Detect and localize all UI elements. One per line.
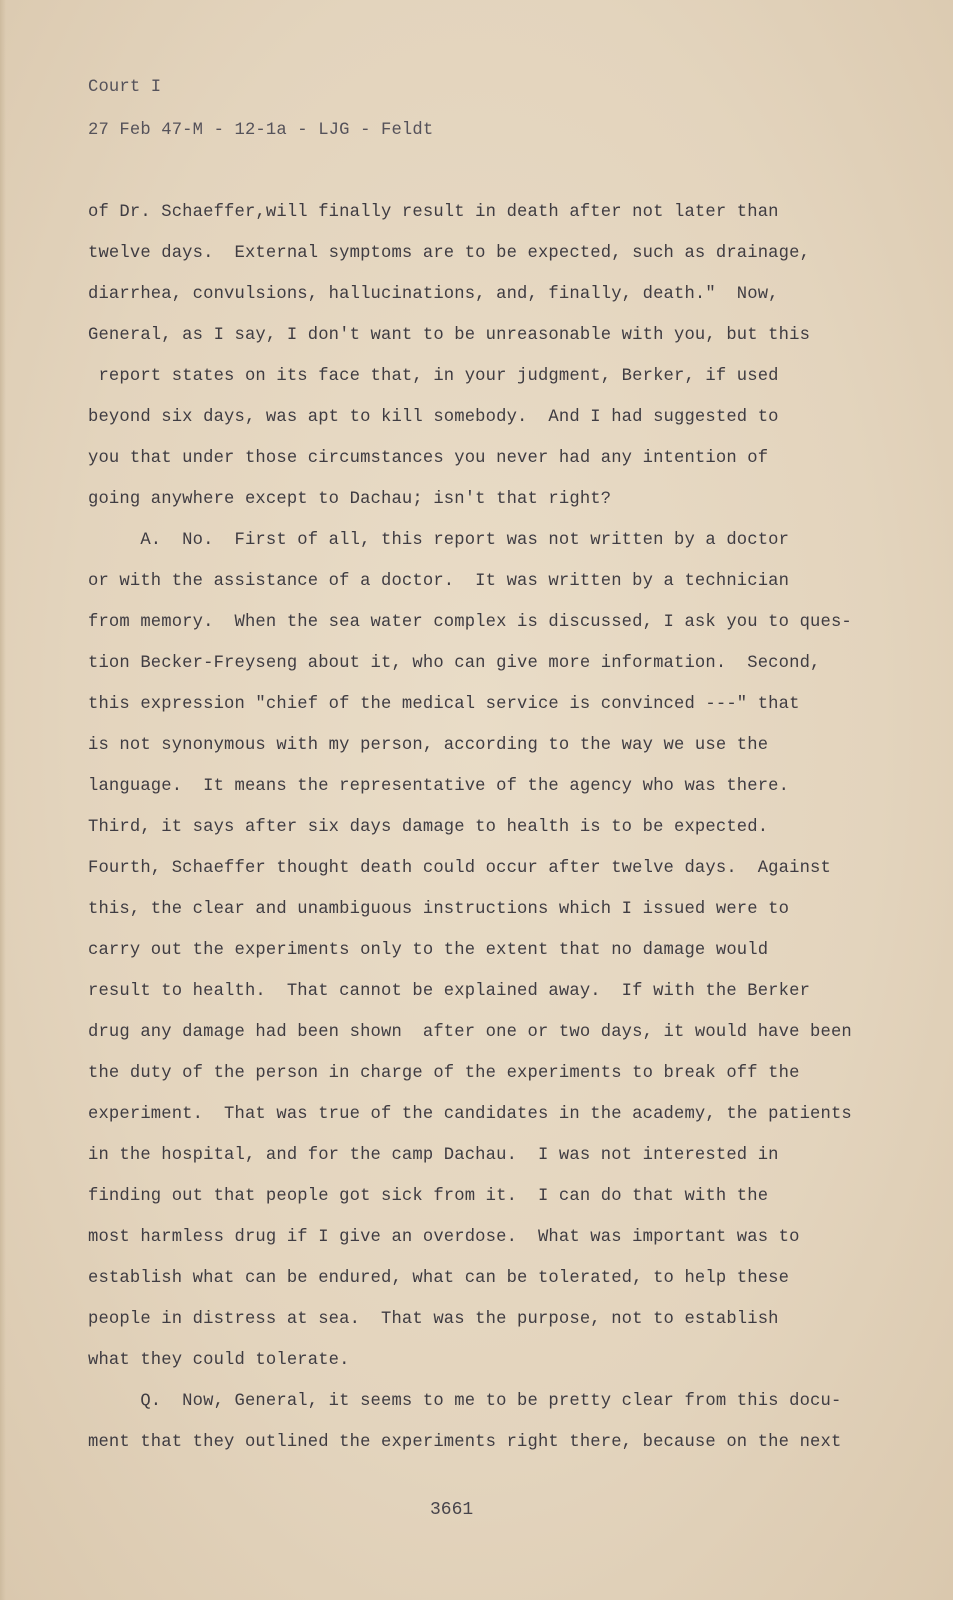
body-line: of Dr. Schaeffer,will finally result in death after not later than [88,203,779,222]
body-line: or with the assistance of a doctor. It was written by a technician [88,572,790,591]
body-line: tion Becker-Freyseng about it, who can give more information. Second, [88,654,821,673]
body-line: this expression "chief of the medical service is convinced ---" that [88,695,800,714]
body-line: drug any damage had been shown after one or two days, it would have been [88,1023,852,1042]
body-line: is not synonymous with my person, according to the way we use the [88,736,769,755]
body-line: what they could tolerate. [88,1351,350,1370]
body-line: language. It means the representative of the agency who was there. [88,777,790,796]
body-line: from memory. When the sea water complex is discussed, I ask you to ques- [88,613,852,632]
body-line: diarrhea, convulsions, hallucinations, and, finally, death." Now, [88,285,779,304]
body-line: General, as I say, I don't want to be unreasonable with you, but this [88,326,811,345]
body-line: you that under those circumstances you never had any intention of [88,449,769,468]
body-line: people in distress at sea. That was the purpose, not to establish [88,1310,779,1329]
court-label: Court I [88,78,162,97]
body-line: Q. Now, General, it seems to me to be pretty clear from this docu- [88,1392,842,1411]
body-line: Third, it says after six days damage to health is to be expected. [88,818,769,837]
body-line: going anywhere except to Dachau; isn't that right? [88,490,612,509]
body-line: most harmless drug if I give an overdose. What was important was to [88,1228,800,1247]
body-line: ment that they outlined the experiments right there, because on the next [88,1433,842,1452]
body-line: the duty of the person in charge of the experiments to break off the [88,1064,800,1083]
body-line: A. No. First of all, this report was not written by a doctor [88,531,790,550]
body-line: establish what can be endured, what can be tolerated, to help these [88,1269,790,1288]
transcript-reference: 27 Feb 47-M - 12-1a - LJG - Feldt [88,121,434,140]
body-line: result to health. That cannot be explained away. If with the Berker [88,982,811,1001]
body-line: carry out the experiments only to the extent that no damage would [88,941,769,960]
page-number: 3661 [430,1500,474,1520]
body-line: this, the clear and unambiguous instructions which I issued were to [88,900,790,919]
body-line: in the hospital, and for the camp Dachau. I was not interested in [88,1146,779,1165]
body-line: beyond six days, was apt to kill somebody. And I had suggested to [88,408,779,427]
paper-edge [0,0,6,1600]
body-line: finding out that people got sick from it. I can do that with the [88,1187,769,1206]
body-line: twelve days. External symptoms are to be expected, such as drainage, [88,244,811,263]
body-line: experiment. That was true of the candidates in the academy, the patients [88,1105,852,1124]
body-line: Fourth, Schaeffer thought death could occur after twelve days. Against [88,859,831,878]
body-line: report states on its face that, in your judgment, Berker, if used [88,367,779,386]
